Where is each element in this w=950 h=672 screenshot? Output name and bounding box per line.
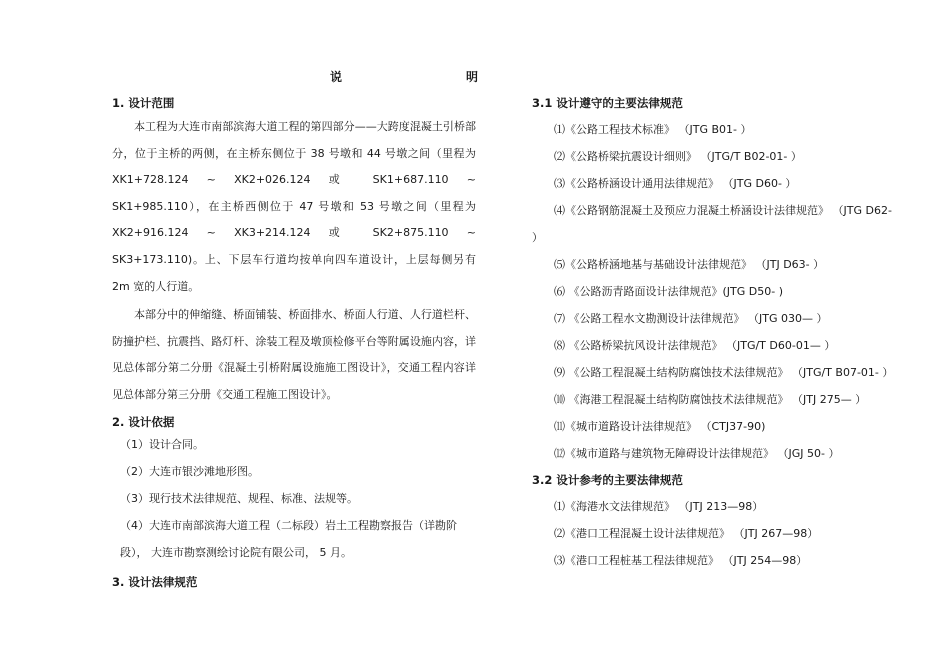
title-char-left: 说: [330, 70, 343, 84]
list-item: ⑾《城市道路设计法律规范》 （CTJ37-90): [554, 420, 766, 433]
list-item: （2）大连市银沙滩地形图。: [120, 464, 259, 478]
list-item: ⑷《公路钢筋混凝土及预应力混凝土桥涵设计法律规范》 （JTG D62- ）: [532, 204, 892, 244]
section-1-paragraph-2: 本部分中的伸缩缝、桥面铺装、桥面排水、桥面人行道、人行道栏杆、防撞护栏、抗震挡、路灯杆、涂装工程及墩顶检修平台等附属设施内容，详见总体部分第二分册《混凝土引桥附属设施施工图设计》，交通工程内容详见总体部分第三分册《交通工程施工图设计》。: [112, 308, 476, 401]
section-3-2-heading: 3.2 设计参考的主要法律规范: [532, 473, 683, 487]
document-title: [330, 68, 478, 85]
section-1-heading: 1. 设计范围: [112, 96, 175, 110]
list-item: ⑸《公路桥涵地基与基础设计法律规范》 （JTJ D63- ）: [554, 258, 825, 271]
section-3-1-heading: 3.1 设计遵守的主要法律规范: [532, 96, 683, 110]
section-3-heading: 3. 设计法律规范: [112, 574, 198, 589]
left-column: [112, 96, 476, 589]
section-2-heading: 2. 设计依据: [112, 414, 175, 429]
section-2-list: [112, 431, 476, 567]
list-item: ⑵《公路桥梁抗震设计细则》 （JTG/T B02-01- ）: [554, 150, 802, 163]
list-item: ⑺ 《公路工程水文勘测设计法律规范》 （JTG 030— ）: [554, 312, 828, 325]
list-item: ⑶《港口工程桩基工程法律规范》 （JTJ 254—98）: [554, 554, 808, 567]
list-item: ⑻ 《公路桥梁抗风设计法律规范》 （JTG/T D60-01— ）: [554, 339, 836, 352]
list-item: （3）现行技术法律规范、规程、标准、法规等。: [120, 491, 358, 505]
list-item: ⑵《港口工程混凝土设计法律规范》 （JTJ 267—98）: [554, 527, 819, 540]
list-item: （1）设计合同。: [120, 437, 204, 451]
right-column: [532, 96, 896, 574]
list-item: ⑶《公路桥涵设计通用法律规范》 （JTG D60- ）: [554, 177, 797, 190]
section-1-paragraph-1: 本工程为大连市南部滨海大道工程的第四部分——大跨度混凝土引桥部分，位于主桥的两侧，在主桥东侧位于 38 号墩和 44 号墩之间（里程为 XK1+728.124 ~ XK2+026.124 或 SK1+687.110 ~ SK1+985.110），在主桥西侧位于 47 号墩和 53 号墩之间（里程为 XK2+916.124 ~ XK3+214.124 或 SK2+875.110 ~ SK3+173.110)。上、下层车行道均按单向四车道设计，上层每侧另有 2m 宽的人行道。: [112, 120, 476, 293]
title-char-right: 明: [465, 70, 478, 84]
list-item: ⑿《城市道路与建筑物无障碍设计法律规范》 （JGJ 50- ）: [554, 447, 840, 460]
list-item: ⑴《公路工程技术标准》 （JTG B01- ）: [554, 123, 752, 136]
list-item: （4）大连市南部滨海大道工程（二标段）岩土工程勘察报告（详勘阶段）， 大连市勘察测绘讨论院有限公司， 5 月。: [120, 519, 457, 560]
list-item: ⑽ 《海港工程混凝土结构防腐蚀技术法律规范》 （JTJ 275— ）: [554, 393, 867, 406]
list-item: ⑹ 《公路沥青路面设计法律规范》(JTG D50- ): [554, 285, 783, 298]
section-3-1-list: [532, 116, 896, 467]
list-item: ⑼ 《公路工程混凝土结构防腐蚀技术法律规范》 （JTG/T B07-01- ）: [554, 366, 894, 379]
section-3-2-list: [532, 493, 896, 574]
list-item: ⑴《海港水文法律规范》 （JTJ 213—98）: [554, 500, 764, 513]
